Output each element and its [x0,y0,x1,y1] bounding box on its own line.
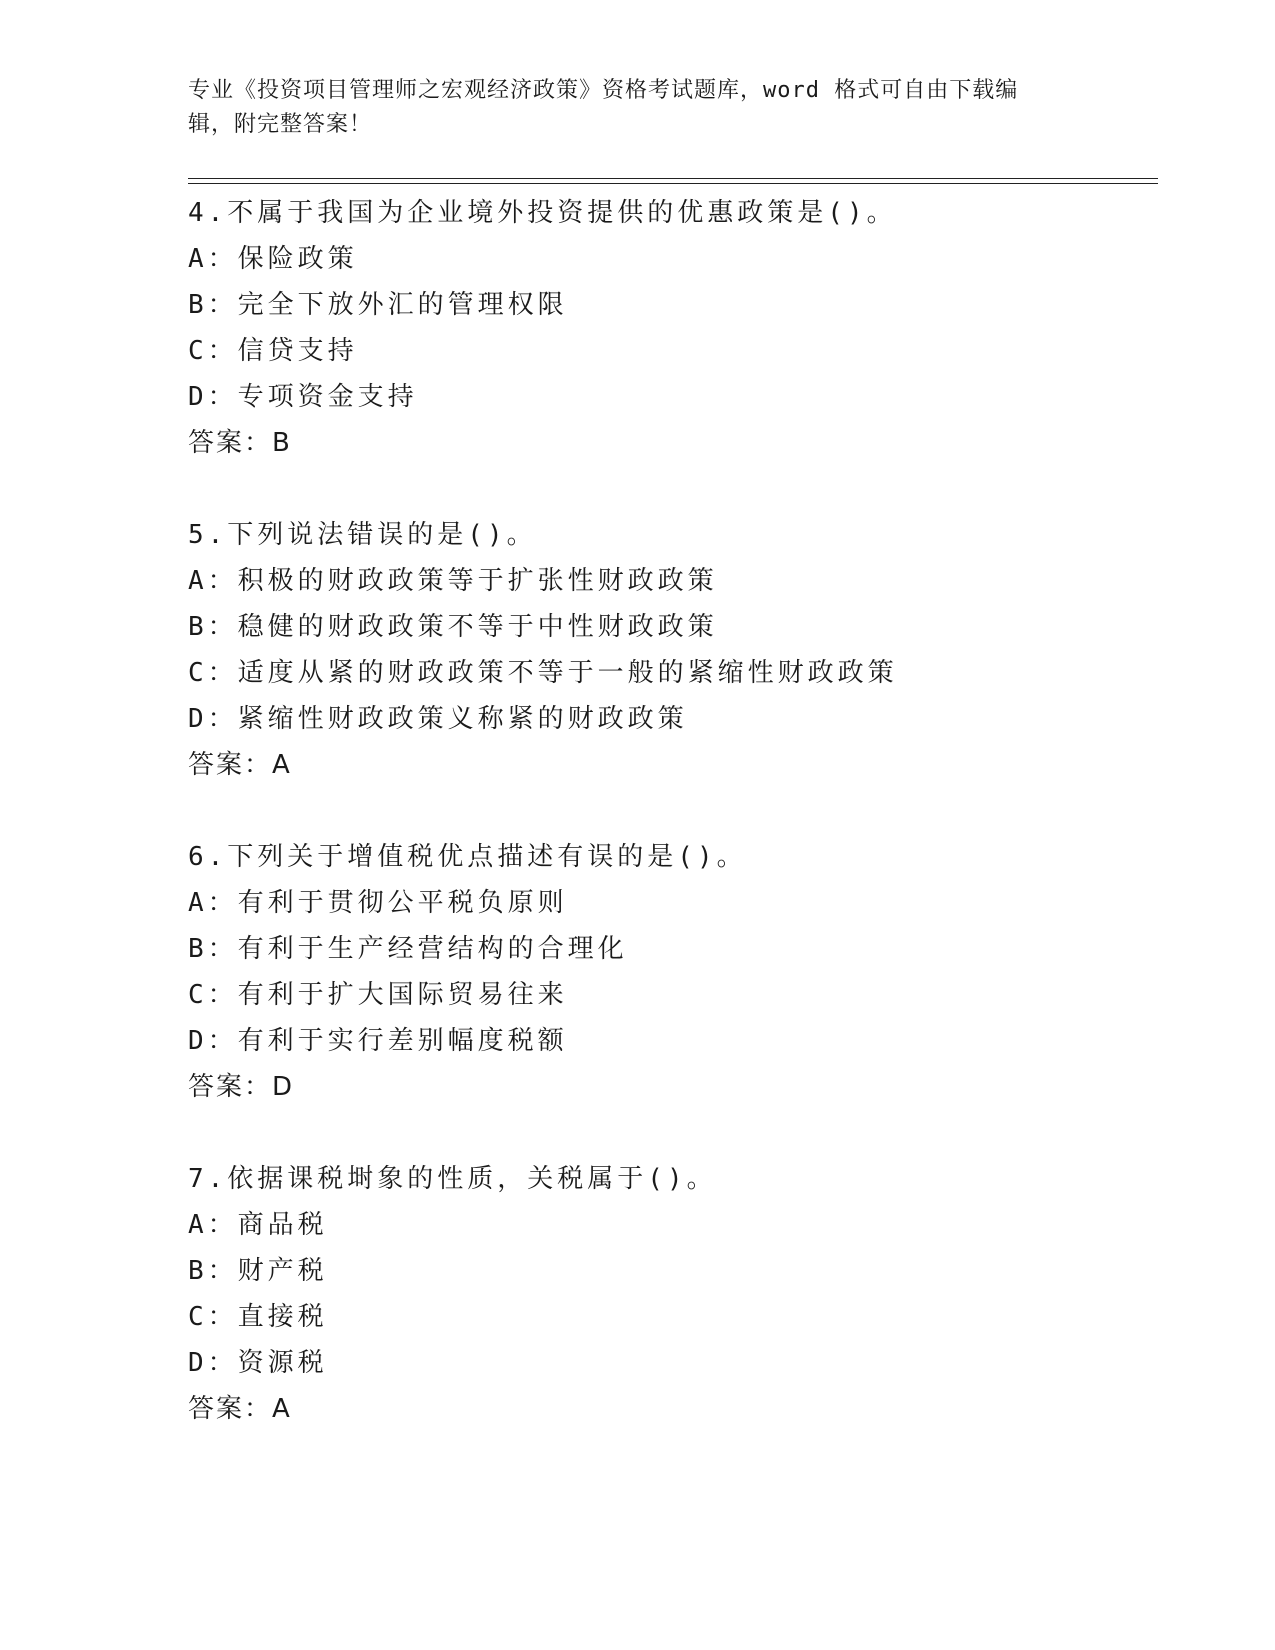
option-a: A：积极的财政政策等于扩张性财政政策 [188,566,718,596]
header-divider-bottom [188,183,1158,184]
header-divider-top [188,178,1158,179]
option-c: C：适度从紧的财政政策不等于一般的紧缩性财政政策 [188,658,898,688]
option-d: D：有利于实行差别幅度税额 [188,1026,568,1056]
option-b: B：有利于生产经营结构的合理化 [188,934,628,964]
header-line-2: 辑，附完整答案！ [188,112,373,137]
answer-line: 答案：D [188,1072,295,1102]
option-b: B：完全下放外汇的管理权限 [188,290,568,320]
option-d: D：紧缩性财政政策义称紧的财政政策 [188,704,688,734]
option-c: C：有利于扩大国际贸易往来 [188,980,568,1010]
option-c: C：信贷支持 [188,336,358,366]
question-4 [188,190,1188,466]
option-d: D：资源税 [188,1348,328,1378]
question-stem: 6.下列关于增值税优点描述有误的是()。 [188,842,747,872]
answer-line: 答案：A [188,750,292,780]
header-line-1: 专业《投资项目管理师之宏观经济政策》资格考试题库，word 格式可自由下载编 [188,78,1019,103]
question-stem: 4.不属于我国为企业境外投资提供的优惠政策是()。 [188,198,897,228]
option-c: C：直接税 [188,1302,328,1332]
question-5 [188,512,1188,788]
option-a: A：保险政策 [188,244,358,274]
question-list [188,190,1188,1478]
option-a: A：有利于贯彻公平税负原则 [188,888,568,918]
option-b: B：稳健的财政政策不等于中性财政政策 [188,612,718,642]
answer-line: 答案：B [188,428,292,458]
question-7 [188,1156,1188,1432]
question-6 [188,834,1188,1110]
option-a: A：商品税 [188,1210,328,1240]
option-b: B：财产税 [188,1256,328,1286]
answer-line: 答案：A [188,1394,292,1424]
document-header [188,74,1078,142]
option-d: D：专项资金支持 [188,382,418,412]
question-stem: 7.依据课税埘象的性质，关税属于()。 [188,1164,717,1194]
question-stem: 5.下列说法错误的是()。 [188,520,537,550]
